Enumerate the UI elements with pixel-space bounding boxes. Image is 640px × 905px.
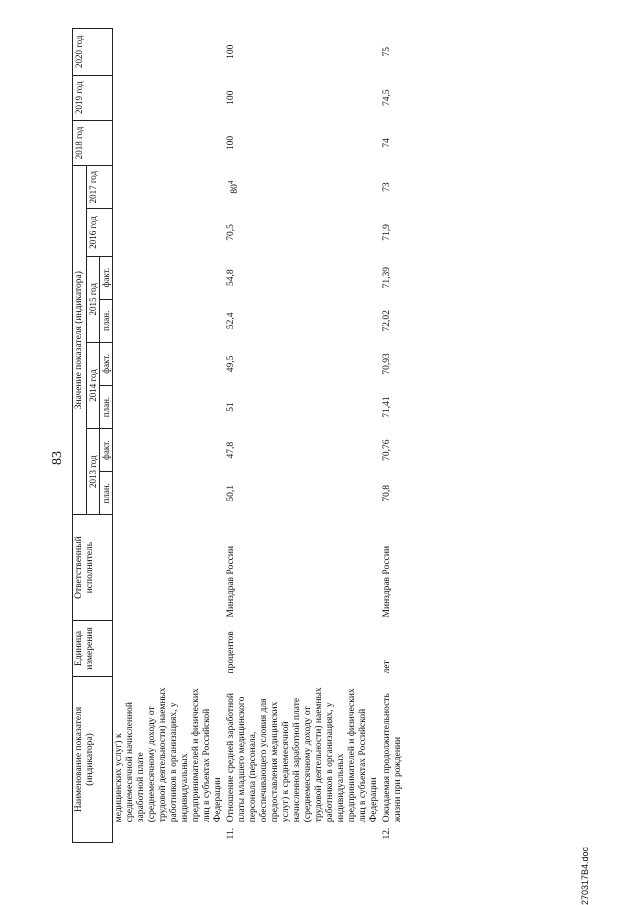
continuation-text: медицинских услуг) к среднемесячной начисленной заработной плате (среднемесячному доходу от трудовой деятельности) наемных работников в организациях, у индивидуальных предпринимателей и физических лиц в субъектах Российской Федерации: [114, 687, 223, 823]
cell-2020: 100: [226, 44, 236, 59]
cell-2018: 74: [382, 138, 392, 148]
header-2020: 2020 год: [73, 29, 113, 76]
cell-2016: 71,9: [382, 224, 392, 241]
row-unit: лет: [382, 660, 392, 674]
row-name: Ожидаемая продолжительность жизни при рождении: [382, 693, 403, 823]
header-2015-plan: план.: [100, 299, 113, 342]
header-2014-plan: план.: [100, 385, 113, 428]
footer-file-code: 270317B4.doc: [580, 846, 590, 905]
header-2018: 2018 год: [73, 120, 113, 165]
header-2014: 2014 год: [87, 342, 100, 428]
row-index: 11.: [226, 827, 236, 840]
header-executor: Ответственный исполнитель: [73, 515, 113, 621]
cell-2015-fact: 71,39: [382, 267, 392, 289]
row-name: Отношение средней заработной платы младшего медицинского персонала (персонала, обеспечивающего условия для предоставления медицинских услуг) к среднемесячной начисленной заработной плате (среднемесячному доходу от трудовой деятельности) наемных работников в организациях, у индивидуальных предпринимателей и физических лиц в субъектах Российской Федерации: [226, 687, 379, 823]
cell-2017-value: 80: [230, 184, 241, 194]
header-2014-fact: факт.: [100, 342, 113, 385]
cell-2013-plan: 70,8: [382, 484, 392, 502]
cell-2020: 75: [382, 47, 392, 57]
continuation-row: [113, 29, 226, 843]
cell-2014-fact: 70,93: [382, 353, 392, 375]
cell-2015-plan: 72,02: [382, 310, 392, 332]
cell-2016: 70,5: [226, 224, 236, 241]
cell-2013-fact: 47,8: [226, 441, 236, 459]
row-executor: Минздрав России: [226, 545, 236, 618]
footnote-marker: 4: [227, 180, 235, 185]
page-number: 83: [50, 451, 65, 465]
header-2013-fact: факт.: [100, 429, 113, 472]
cell-2015-plan: 52,4: [226, 312, 236, 330]
cell-2015-fact: 54,8: [226, 269, 236, 287]
cell-2018: 100: [226, 135, 236, 151]
header-2017: 2017 год: [87, 166, 113, 209]
cell-2013-fact: 70,76: [382, 439, 392, 461]
header-row-1: [73, 29, 87, 843]
table-row: [225, 29, 381, 843]
header-unit: Единица измерения: [73, 620, 113, 676]
cell-2014-plan: 51: [226, 402, 236, 412]
row-unit: процентов: [226, 631, 236, 674]
header-2019: 2019 год: [73, 75, 113, 120]
row-executor: Минздрав России: [382, 545, 392, 618]
header-2016: 2016 год: [87, 209, 113, 256]
header-2013: 2013 год: [87, 429, 100, 515]
cell-2014-fact: 49,5: [226, 355, 236, 373]
header-2013-plan: план.: [100, 472, 113, 515]
header-2015-fact: факт.: [100, 256, 113, 299]
indicator-table: [72, 28, 405, 843]
header-name: Наименование показателя (индикатора): [73, 676, 113, 842]
cell-2019: 100: [226, 90, 236, 105]
cell-2014-plan: 71,41: [382, 396, 392, 418]
header-2015: 2015 год: [87, 256, 100, 342]
cell-2017: 73: [382, 182, 392, 192]
row-index: 12.: [382, 827, 392, 840]
cell-2017: [225, 166, 381, 209]
table-row: [381, 29, 405, 843]
cell-2019: 74,5: [382, 89, 392, 106]
cell-2013-plan: 50,1: [226, 484, 236, 502]
header-values-group: Значение показателя (индикатора): [73, 166, 87, 515]
